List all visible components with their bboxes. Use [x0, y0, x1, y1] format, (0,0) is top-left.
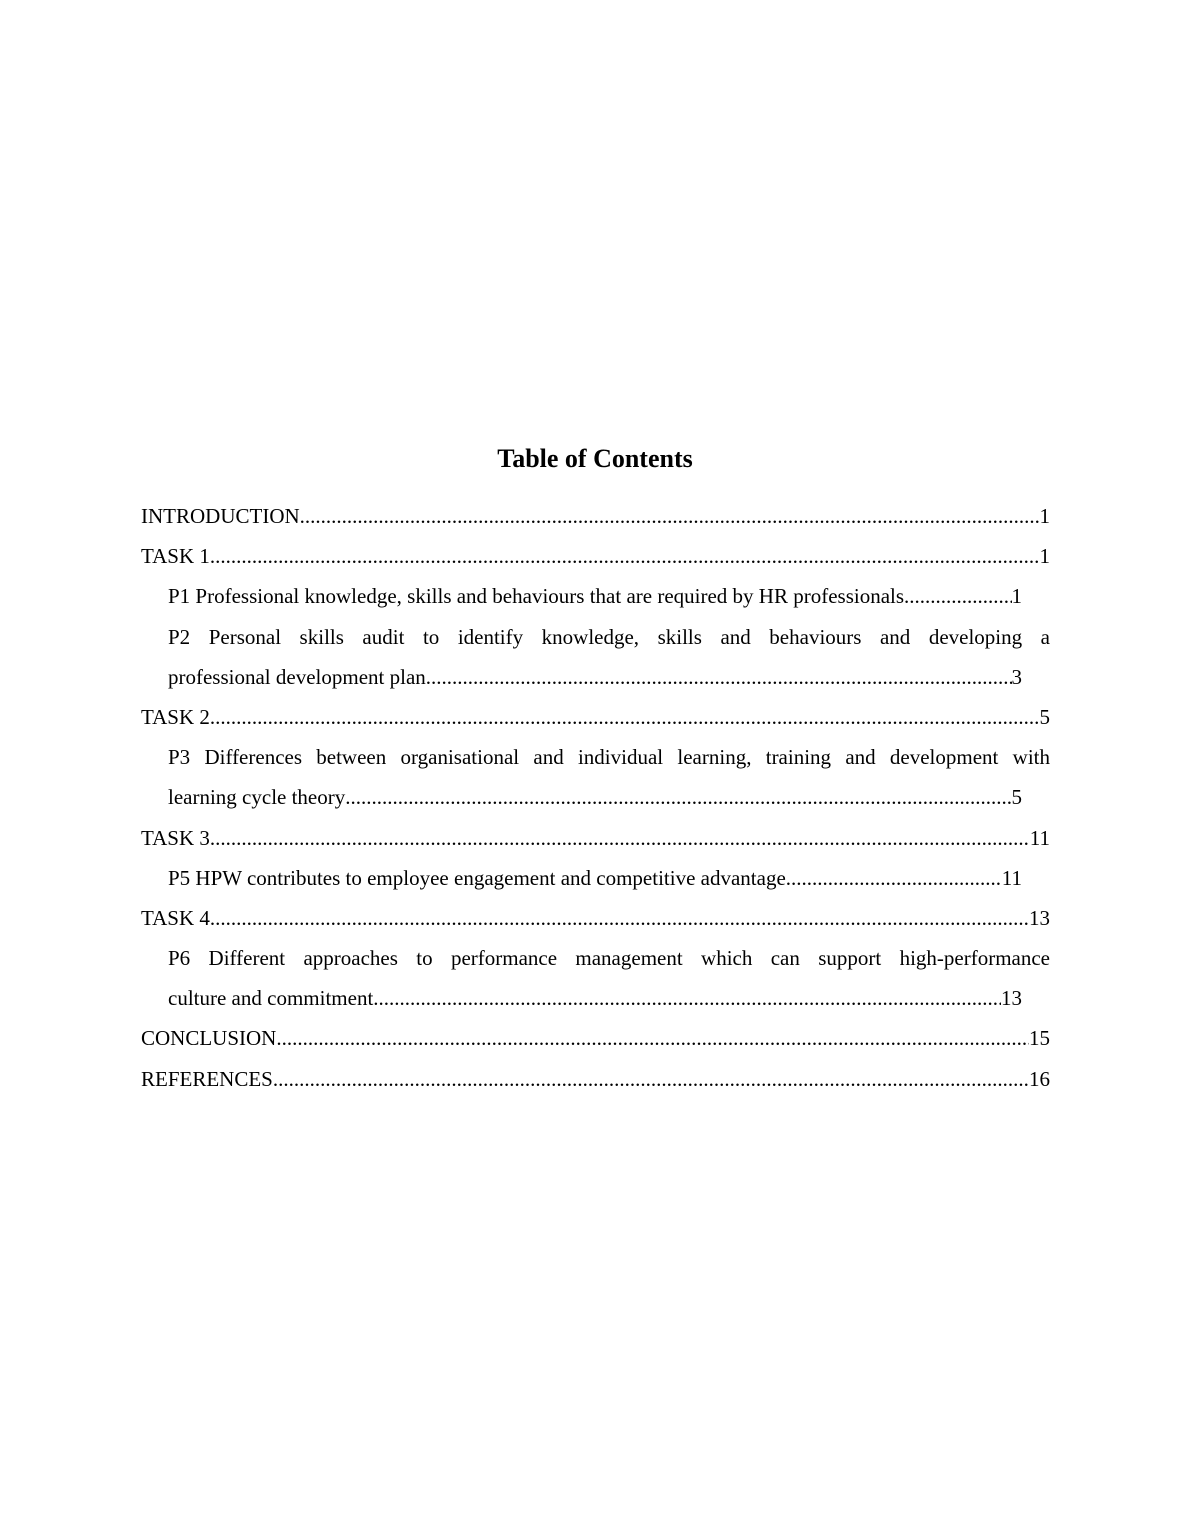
- toc-entry-references[interactable]: [141, 1059, 1050, 1099]
- toc-entry-p3[interactable]: [141, 737, 1050, 817]
- toc-entry-label-line-2: professional development plan: [168, 664, 426, 689]
- toc-page-number: 3: [1011, 664, 1022, 689]
- toc-entry-label-line-1: P6 Different approaches to performance management which can support high-performance: [168, 946, 1050, 971]
- toc-page-number: 11: [1029, 825, 1050, 850]
- toc-page-number: 11: [1001, 865, 1022, 890]
- toc-entry-label-line-1: P2 Personal skills audit to identify knowledge, skills and behaviours and developing a: [168, 624, 1050, 649]
- toc-page-number: 1: [1039, 504, 1050, 528]
- toc-entry-task-2[interactable]: [141, 697, 1050, 737]
- dot-leader: [786, 858, 1002, 898]
- toc-page-number: 13: [1029, 905, 1050, 930]
- toc-entry-label: REFERENCES: [141, 1066, 273, 1091]
- toc-entry-task-1[interactable]: [141, 536, 1050, 576]
- toc-entry-p6[interactable]: [141, 938, 1050, 1018]
- dot-leader: [276, 1018, 1029, 1058]
- toc-entry-label: TASK 2: [141, 704, 210, 729]
- dot-leader: [345, 777, 1011, 817]
- toc-entry-label: TASK 4: [141, 905, 210, 930]
- toc-entry-label: CONCLUSION: [141, 1026, 277, 1051]
- dot-leader: [210, 536, 1040, 576]
- toc-entry-label: TASK 1: [141, 544, 210, 569]
- toc-entry-conclusion[interactable]: [141, 1018, 1050, 1058]
- table-of-contents: [141, 496, 1050, 1099]
- toc-entry-task-3[interactable]: [141, 818, 1050, 858]
- toc-page-number: 16: [1029, 1066, 1050, 1091]
- dot-leader: [273, 1059, 1029, 1099]
- toc-page-number: 5: [1011, 785, 1022, 810]
- toc-page-number: 5: [1039, 704, 1050, 729]
- dot-leader: [210, 697, 1040, 737]
- toc-entry-label-line-2: learning cycle theory: [168, 785, 346, 810]
- toc-entry-label-line-2: culture and commitment: [168, 986, 374, 1011]
- toc-page-number: 1: [1039, 544, 1050, 569]
- dot-leader: [904, 576, 1011, 616]
- toc-entry-introduction[interactable]: [141, 496, 1050, 536]
- toc-page-number: 15: [1029, 1026, 1050, 1051]
- toc-entry-label: P5 HPW contributes to employee engagement and competitive advantage: [168, 865, 786, 890]
- toc-entry-p1[interactable]: [141, 576, 1022, 616]
- dot-leader: [426, 657, 1012, 697]
- toc-entry-label-line-1: P3 Differences between organisational and individual learning, training and development with: [168, 745, 1050, 770]
- toc-page-number: 1: [1011, 584, 1022, 609]
- toc-entry-p2[interactable]: [141, 617, 1050, 697]
- toc-entry-label: P1 Professional knowledge, skills and behaviours that are required by HR professionals: [168, 584, 905, 609]
- dot-leader: [373, 978, 1001, 1018]
- toc-entry-label: TASK 3: [141, 825, 210, 850]
- dot-leader: [210, 898, 1029, 938]
- toc-title: Table of Contents: [497, 444, 693, 473]
- toc-entry-label: INTRODUCTION: [141, 504, 300, 528]
- toc-page-number: 13: [1001, 986, 1022, 1011]
- dot-leader: [210, 818, 1030, 858]
- toc-entry-p5[interactable]: [141, 858, 1022, 898]
- toc-entry-task-4[interactable]: [141, 898, 1050, 938]
- dot-leader: [300, 496, 1040, 536]
